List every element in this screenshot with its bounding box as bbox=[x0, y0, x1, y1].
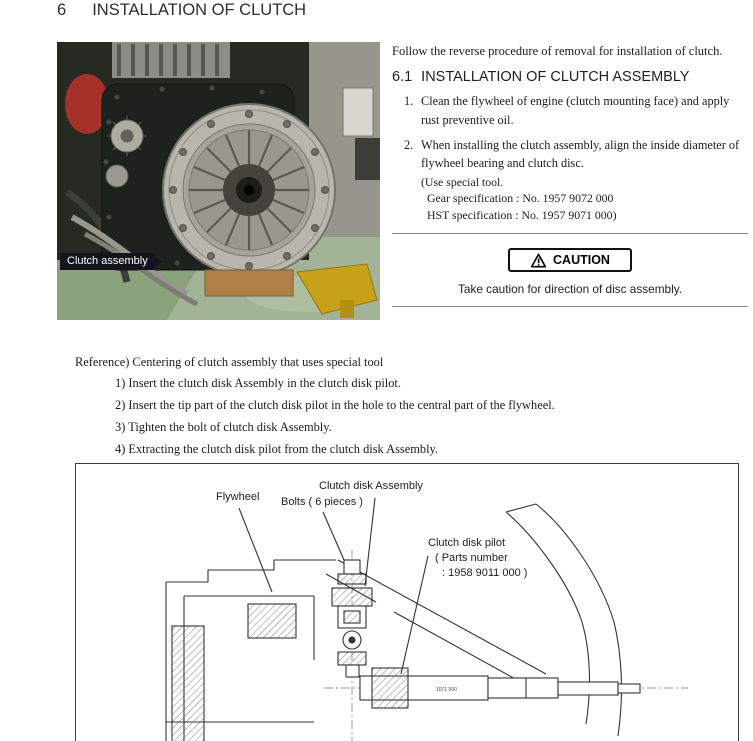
step-2-text: When installing the clutch assembly, align the inside diameter of flywheel bearing and clutch disc. bbox=[421, 138, 740, 171]
clutch-pressure-plate bbox=[163, 104, 335, 276]
step-1 bbox=[392, 92, 748, 129]
caution-text: Take caution for direction of disc assembly. bbox=[457, 282, 683, 297]
gear-spec: Gear specification : No. 1957 9072 000 bbox=[427, 191, 614, 206]
shaft-part-marking: 1071 000 bbox=[436, 687, 457, 693]
label-pilot-line3: : 1958 9011 000 ) bbox=[442, 567, 528, 579]
section-number: 6 bbox=[57, 1, 67, 19]
cross-section-drawing bbox=[76, 464, 740, 741]
divider-bottom bbox=[392, 306, 748, 307]
hst-spec: HST specification : No. 1957 9071 000) bbox=[427, 207, 617, 222]
reference-item-3: 3) Tighten the bolt of clutch disk Assembly. bbox=[115, 420, 332, 434]
caution-box bbox=[508, 248, 632, 272]
label-clutch-disk-assembly: Clutch disk Assembly bbox=[319, 480, 423, 492]
step-1-text: Clean the flywheel of engine (clutch mounting face) and apply rust preventive oil. bbox=[421, 94, 730, 127]
reference-item-2: 2) Insert the tip part of the clutch disk pilot in the hole to the central part of the flywheel. bbox=[115, 398, 555, 412]
warning-icon bbox=[530, 253, 547, 268]
caution-label: CAUTION bbox=[553, 253, 610, 268]
label-pilot-line1: Clutch disk pilot bbox=[428, 537, 506, 549]
section-title: INSTALLATION OF CLUTCH bbox=[92, 1, 307, 19]
reference-heading: Reference) Centering of clutch assembly that uses special tool bbox=[75, 355, 384, 369]
step-2 bbox=[392, 136, 748, 173]
label-pilot-line2: ( Parts number bbox=[435, 552, 508, 564]
subsection-heading bbox=[392, 69, 748, 85]
intro-text: Follow the reverse procedure of removal for installation of clutch. bbox=[392, 44, 723, 58]
photo-caption bbox=[60, 253, 155, 270]
clutch-photo bbox=[57, 42, 380, 320]
reference-item-1: 1) Insert the clutch disk Assembly in the clutch disk pilot. bbox=[115, 376, 401, 390]
reference-section bbox=[75, 355, 555, 460]
instructions-column bbox=[392, 42, 748, 307]
step-2-number: 2. bbox=[404, 138, 414, 152]
label-flywheel: Flywheel bbox=[216, 491, 260, 503]
reference-item-4: 4) Extracting the clutch disk pilot from the clutch disk Assembly. bbox=[115, 442, 439, 456]
subsection-title: INSTALLATION OF CLUTCH ASSEMBLY bbox=[421, 69, 690, 86]
divider-top bbox=[392, 233, 748, 234]
step-1-number: 1. bbox=[404, 94, 414, 109]
exposed-gear bbox=[107, 116, 147, 156]
page-title bbox=[57, 1, 306, 20]
tool-specs bbox=[427, 190, 748, 223]
label-bolts: Bolts ( 6 pieces ) bbox=[281, 496, 363, 508]
clutch-photo-illustration bbox=[57, 42, 380, 320]
reference-items bbox=[115, 372, 555, 460]
caption-pointer-icon bbox=[155, 257, 162, 267]
subsection-number: 6.1 bbox=[392, 69, 413, 86]
label-clutch-disk-pilot bbox=[428, 536, 527, 581]
special-tool-note: (Use special tool. bbox=[421, 174, 504, 189]
diagram-box bbox=[75, 463, 739, 741]
photo-caption-label: Clutch assembly bbox=[67, 255, 148, 267]
step-list bbox=[392, 92, 748, 223]
